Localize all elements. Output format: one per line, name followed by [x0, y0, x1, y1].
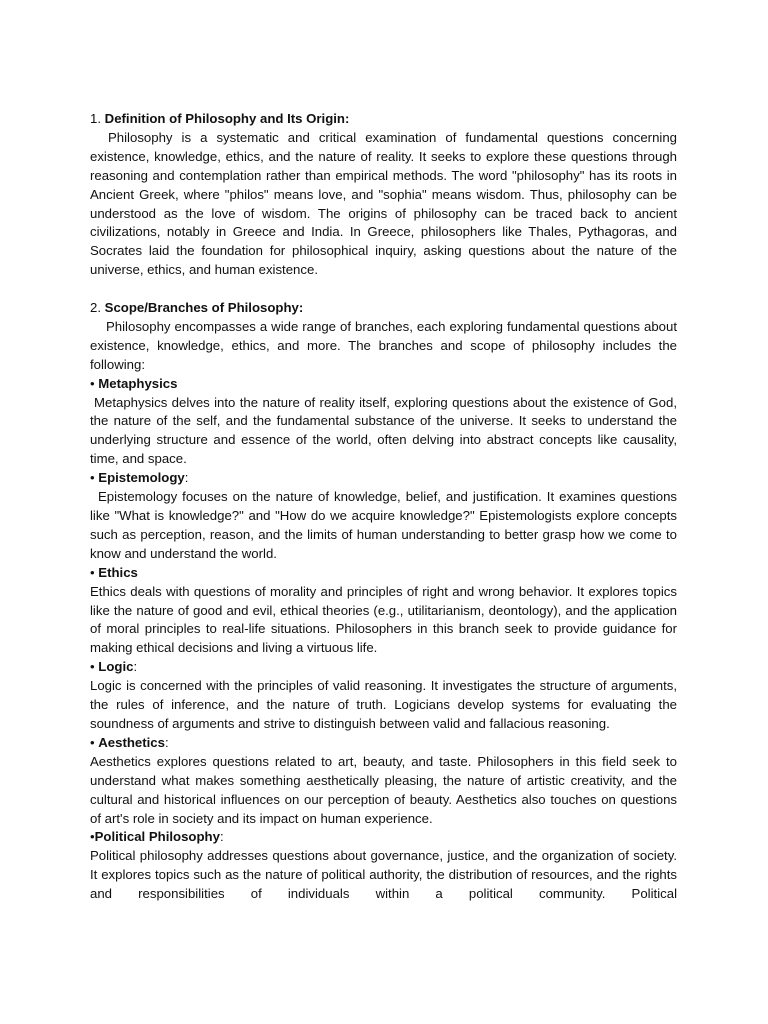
- section-1-heading: [90, 110, 677, 129]
- section-2-heading: [90, 299, 677, 318]
- section-spacer: [90, 280, 677, 299]
- bullet-marker: •: [90, 470, 99, 486]
- branch-political-philosophy-heading: [90, 828, 677, 847]
- bullet-marker: •: [90, 375, 99, 391]
- section-1-body: Philosophy is a systematic and critical examination of fundamental questions concerning existence, knowledge, ethics, and the nature of reality. It seeks to explore these questions through reasoning and contemplation rather than empirical methods. The word "philosophy" has its roots in Ancient Greek, where "philos" means love, and "sophia" means wisdom. Thus, philosophy can be understood as the love of wisdom. The origins of philosophy can be traced back to ancient civilizations, notably in Greece and India. In Greece, philosophers like Thales, Pythagoras, and Socrates laid the foundation for philosophical inquiry, asking questions about the nature of the universe, ethics, and human existence.: [90, 129, 677, 278]
- branch-metaphysics-body: Metaphysics delves into the nature of reality itself, exploring questions about the existence of God, the nature of the self, and the fundamental substance of the universe. It seeks to understand the underlying structure and essence of the world, often delving into abstract concepts like causality, time, and space.: [90, 394, 677, 467]
- branch-ethics-body: Ethics deals with questions of morality and principles of right and wrong behavior. It explores topics like the nature of good and evil, ethical theories (e.g., utilitarianism, deontology), and the application of moral principles to real-life situations. Philosophers in this branch seek to provide guidance for making ethical decisions and living a virtuous life.: [90, 583, 677, 656]
- branch-logic-heading: [90, 658, 677, 677]
- branch-aesthetics-heading: [90, 734, 677, 753]
- document-page: [90, 110, 677, 904]
- branch-political-philosophy-title: Political Philosophy: [94, 829, 220, 845]
- section-2-body: Philosophy encompasses a wide range of branches, each exploring fundamental questions about existence, knowledge, ethics, and more. The branches and scope of philosophy includes the following:: [90, 318, 677, 372]
- branch-logic-title: Logic: [98, 659, 134, 675]
- section-1-title: Definition of Philosophy and Its Origin:: [104, 111, 350, 126]
- section-2-number: 2.: [90, 300, 101, 316]
- section-2-title: Scope/Branches of Philosophy:: [104, 300, 304, 316]
- bullet-marker: •: [90, 829, 95, 845]
- branch-aesthetics-body: Aesthetics explores questions related to art, beauty, and taste. Philosophers in this field seek to understand what makes something aesthetically pleasing, the nature of artistic creativity, and the cultural and historical influences on our perception of beauty. Aesthetics also touches on questions of art's role in society and its impact on human experience.: [90, 753, 677, 826]
- bullet-marker: •: [90, 659, 99, 675]
- branch-epistemology-body: Epistemology focuses on the nature of knowledge, belief, and justification. It examines questions like "What is knowledge?" and "How do we acquire knowledge?" Epistemologists explore concepts such as perception, reason, and the limits of human understanding to better grasp how we come to know and understand the world.: [90, 489, 677, 561]
- bullet-marker: •: [90, 734, 99, 750]
- branch-epistemology-heading: [90, 469, 677, 488]
- section-1-number: 1.: [90, 111, 101, 126]
- branch-aesthetics-title: Aesthetics: [98, 734, 165, 750]
- branch-aesthetics-suffix: :: [164, 734, 169, 750]
- branch-ethics-title: Ethics: [98, 564, 138, 580]
- branch-ethics-heading: [90, 564, 677, 583]
- branch-political-philosophy-suffix: :: [219, 829, 224, 845]
- branch-epistemology-title: Epistemology: [98, 470, 185, 486]
- branch-political-philosophy-body: Political philosophy addresses questions about governance, justice, and the organization of society. It explores topics such as the nature of political authority, the distribution of resources, and the rights and responsibilities of individuals within a political community. Political: [90, 848, 677, 902]
- branch-epistemology-suffix: :: [184, 470, 189, 486]
- branch-metaphysics-title: Metaphysics: [98, 375, 178, 391]
- bullet-marker: •: [90, 564, 99, 580]
- branch-logic-suffix: :: [133, 659, 138, 675]
- branch-metaphysics-heading: [90, 375, 677, 394]
- branch-logic-body: Logic is concerned with the principles of valid reasoning. It investigates the structure of arguments, the rules of inference, and the nature of truth. Logicians develop systems for evaluating the soundness of arguments and strive to distinguish between valid and fallacious reasoning.: [90, 678, 677, 731]
